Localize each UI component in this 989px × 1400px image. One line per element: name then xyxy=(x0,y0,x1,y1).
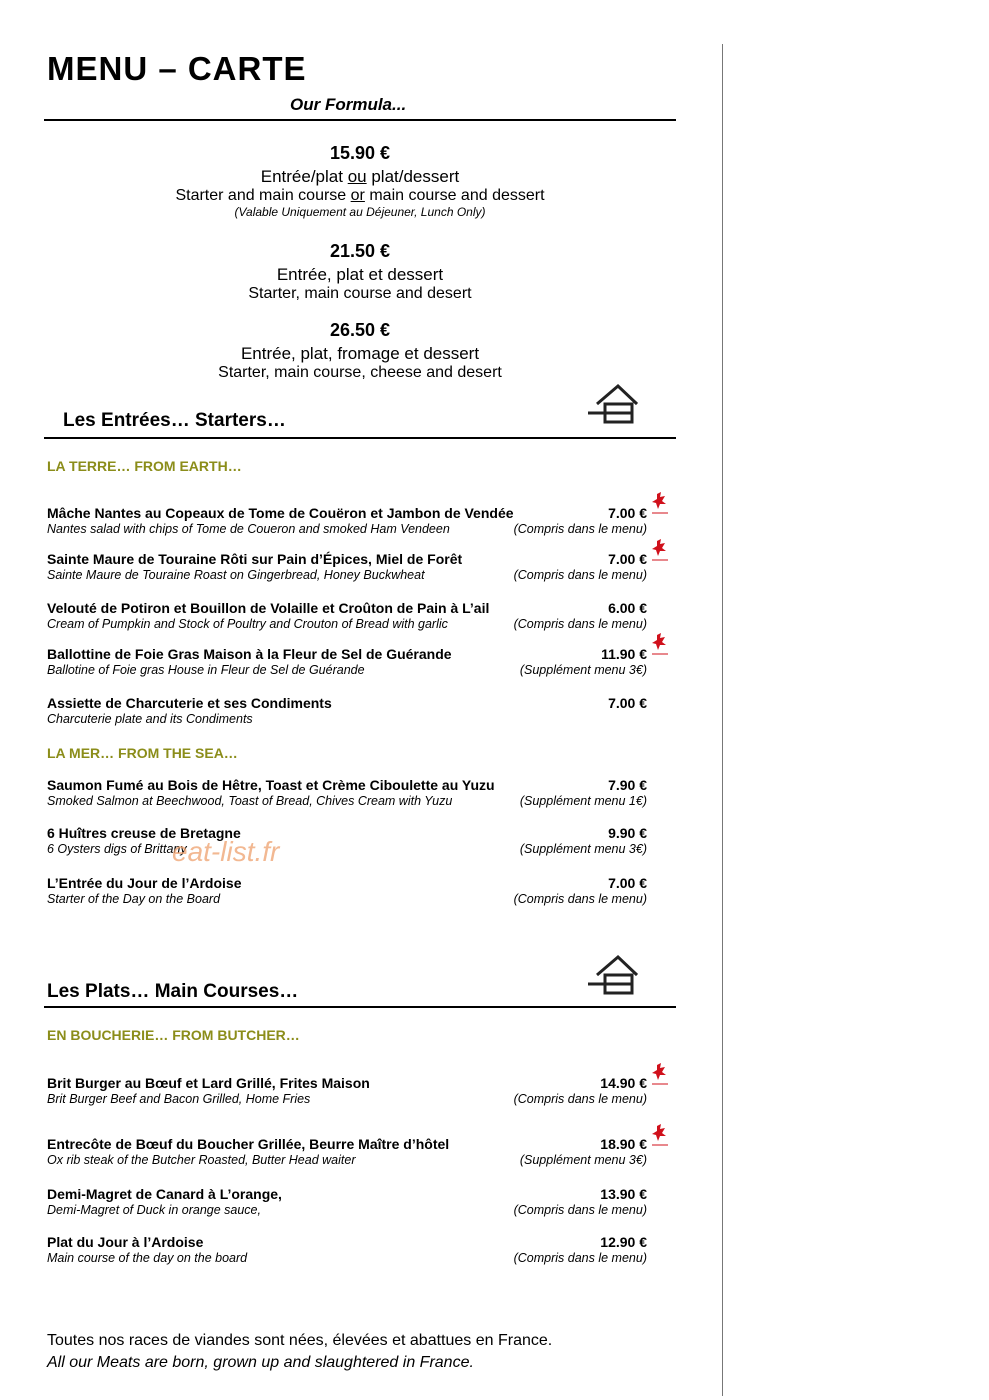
rooster-badge-icon xyxy=(648,491,672,517)
page-subtitle: Our Formula... xyxy=(290,95,407,114)
menu-item xyxy=(47,1136,647,1167)
mains-rule xyxy=(44,1006,676,1008)
item-translation: Charcuterie plate and its Condiments xyxy=(47,712,253,726)
formula-1 xyxy=(60,143,660,219)
item-name: Brit Burger au Bœuf et Lard Grillé, Frites Maison xyxy=(47,1075,370,1091)
item-price: 7.00 € xyxy=(608,695,647,711)
starters-rule xyxy=(44,437,676,439)
item-price: 9.90 € xyxy=(608,825,647,841)
item-name: Ballottine de Foie Gras Maison à la Fleur de Sel de Guérande xyxy=(47,646,452,662)
item-note: (Compris dans le menu) xyxy=(513,892,647,906)
page-divider xyxy=(722,44,723,1396)
rooster-badge-icon xyxy=(648,538,672,564)
rooster-badge-icon xyxy=(648,1062,672,1088)
menu-item xyxy=(47,1075,647,1106)
item-price: 12.90 € xyxy=(600,1234,647,1250)
formula-en: Starter and main course or main course and dessert xyxy=(175,187,545,204)
item-translation: Main course of the day on the board xyxy=(47,1251,248,1265)
item-translation: Cream of Pumpkin and Stock of Poultry and Crouton of Bread with garlic xyxy=(47,617,448,631)
menu-item xyxy=(47,695,647,726)
menu-item xyxy=(47,1234,647,1265)
item-translation: Ballotine of Foie gras House in Fleur de Sel de Guérande xyxy=(47,663,365,677)
menu-item xyxy=(47,875,647,906)
house-icon xyxy=(588,383,638,425)
item-note: (Compris dans le menu) xyxy=(513,1203,647,1217)
item-note: (Supplément menu 1€) xyxy=(519,794,647,808)
item-price: 7.00 € xyxy=(608,505,647,521)
item-translation: Sainte Maure de Touraine Roast on Gingerbread, Honey Buckwheat xyxy=(47,568,425,582)
title-rule xyxy=(44,119,676,121)
category-sea: LA MER… FROM THE SEA… xyxy=(47,745,238,761)
page-title: MENU – CARTE xyxy=(47,50,307,87)
formula-en: Starter, main course, cheese and desert xyxy=(218,364,502,381)
item-name: 6 Huîtres creuse de Bretagne xyxy=(47,825,241,841)
formula-en: Starter, main course and desert xyxy=(248,285,472,302)
item-translation: Nantes salad with chips of Tome de Coueron and smoked Ham Vendeen xyxy=(47,522,450,536)
item-translation: Demi-Magret of Duck in orange sauce, xyxy=(47,1203,261,1217)
formula-price: 21.50 € xyxy=(329,241,391,261)
formula-fr: Entrée/plat ou plat/dessert xyxy=(260,167,460,186)
item-name: Assiette de Charcuterie et ses Condiments xyxy=(47,695,332,711)
item-name: Mâche Nantes au Copeaux de Tome de Couëron et Jambon de Vendée xyxy=(47,505,514,521)
item-price: 6.00 € xyxy=(608,600,647,616)
rooster-badge-icon xyxy=(648,632,672,658)
formula-fr: Entrée, plat, fromage et dessert xyxy=(240,344,480,363)
mains-heading: Les Plats… Main Courses… xyxy=(47,981,299,1002)
rooster-badge-icon xyxy=(648,1123,672,1149)
item-translation: Ox rib steak of the Butcher Roasted, Butter Head waiter xyxy=(47,1153,356,1167)
item-name: Entrecôte de Bœuf du Boucher Grillée, Beurre Maître d’hôtel xyxy=(47,1136,450,1152)
menu-item xyxy=(47,825,647,856)
menu-item xyxy=(47,646,647,677)
formula-price: 15.90 € xyxy=(329,143,391,163)
house-icon xyxy=(588,954,638,996)
item-name: Sainte Maure de Touraine Rôti sur Pain d’Épices, Miel de Forêt xyxy=(47,551,463,567)
item-note: (Supplément menu 3€) xyxy=(519,1153,647,1167)
item-note: (Compris dans le menu) xyxy=(513,1251,647,1265)
item-translation: Brit Burger Beef and Bacon Grilled, Home Fries xyxy=(47,1092,311,1106)
item-name: Saumon Fumé au Bois de Hêtre, Toast et Crème Ciboulette au Yuzu xyxy=(47,777,495,793)
formula-note: (Valable Uniquement au Déjeuner, Lunch Only) xyxy=(234,205,486,219)
item-name: L’Entrée du Jour de l’Ardoise xyxy=(47,875,242,891)
item-price: 18.90 € xyxy=(600,1136,647,1152)
watermark: eat-list.fr xyxy=(172,836,280,867)
item-note: (Compris dans le menu) xyxy=(513,1092,647,1106)
item-price: 7.00 € xyxy=(608,875,647,891)
formula-3 xyxy=(60,320,660,382)
menu-item xyxy=(47,777,647,808)
item-translation: Smoked Salmon at Beechwood, Toast of Bread, Chives Cream with Yuzu xyxy=(47,794,453,808)
item-translation: 6 Oysters digs of Brittany xyxy=(47,842,187,856)
menu-item xyxy=(47,551,647,582)
category-earth: LA TERRE… FROM EARTH… xyxy=(47,458,242,474)
item-name: Demi-Magret de Canard à L’orange, xyxy=(47,1186,282,1202)
menu-item xyxy=(47,505,647,536)
item-price: 14.90 € xyxy=(600,1075,647,1091)
menu-item xyxy=(47,1186,647,1217)
item-price: 7.00 € xyxy=(608,551,647,567)
item-name: Velouté de Potiron et Bouillon de Volaille et Croûton de Pain à L’ail xyxy=(47,600,490,616)
item-translation: Starter of the Day on the Board xyxy=(47,892,221,906)
item-note: (Compris dans le menu) xyxy=(513,568,647,582)
formula-fr: Entrée, plat et dessert xyxy=(276,265,444,284)
item-note: (Supplément menu 3€) xyxy=(519,842,647,856)
item-note: (Supplément menu 3€) xyxy=(519,663,647,677)
category-butcher: EN BOUCHERIE… FROM BUTCHER… xyxy=(47,1027,300,1043)
item-note: (Compris dans le menu) xyxy=(513,617,647,631)
item-note: (Compris dans le menu) xyxy=(513,522,647,536)
footer-fr: Toutes nos races de viandes sont nées, élevées et abattues en France. xyxy=(47,1332,553,1349)
formula-price: 26.50 € xyxy=(329,320,391,340)
item-price: 13.90 € xyxy=(600,1186,647,1202)
item-price: 11.90 € xyxy=(601,646,647,662)
footer-en: All our Meats are born, grown up and slaughtered in France. xyxy=(47,1354,474,1371)
formula-2 xyxy=(60,241,660,303)
item-name: Plat du Jour à l’Ardoise xyxy=(47,1234,204,1250)
item-price: 7.90 € xyxy=(608,777,647,793)
starters-heading: Les Entrées… Starters… xyxy=(63,410,286,431)
menu-item xyxy=(47,600,647,631)
